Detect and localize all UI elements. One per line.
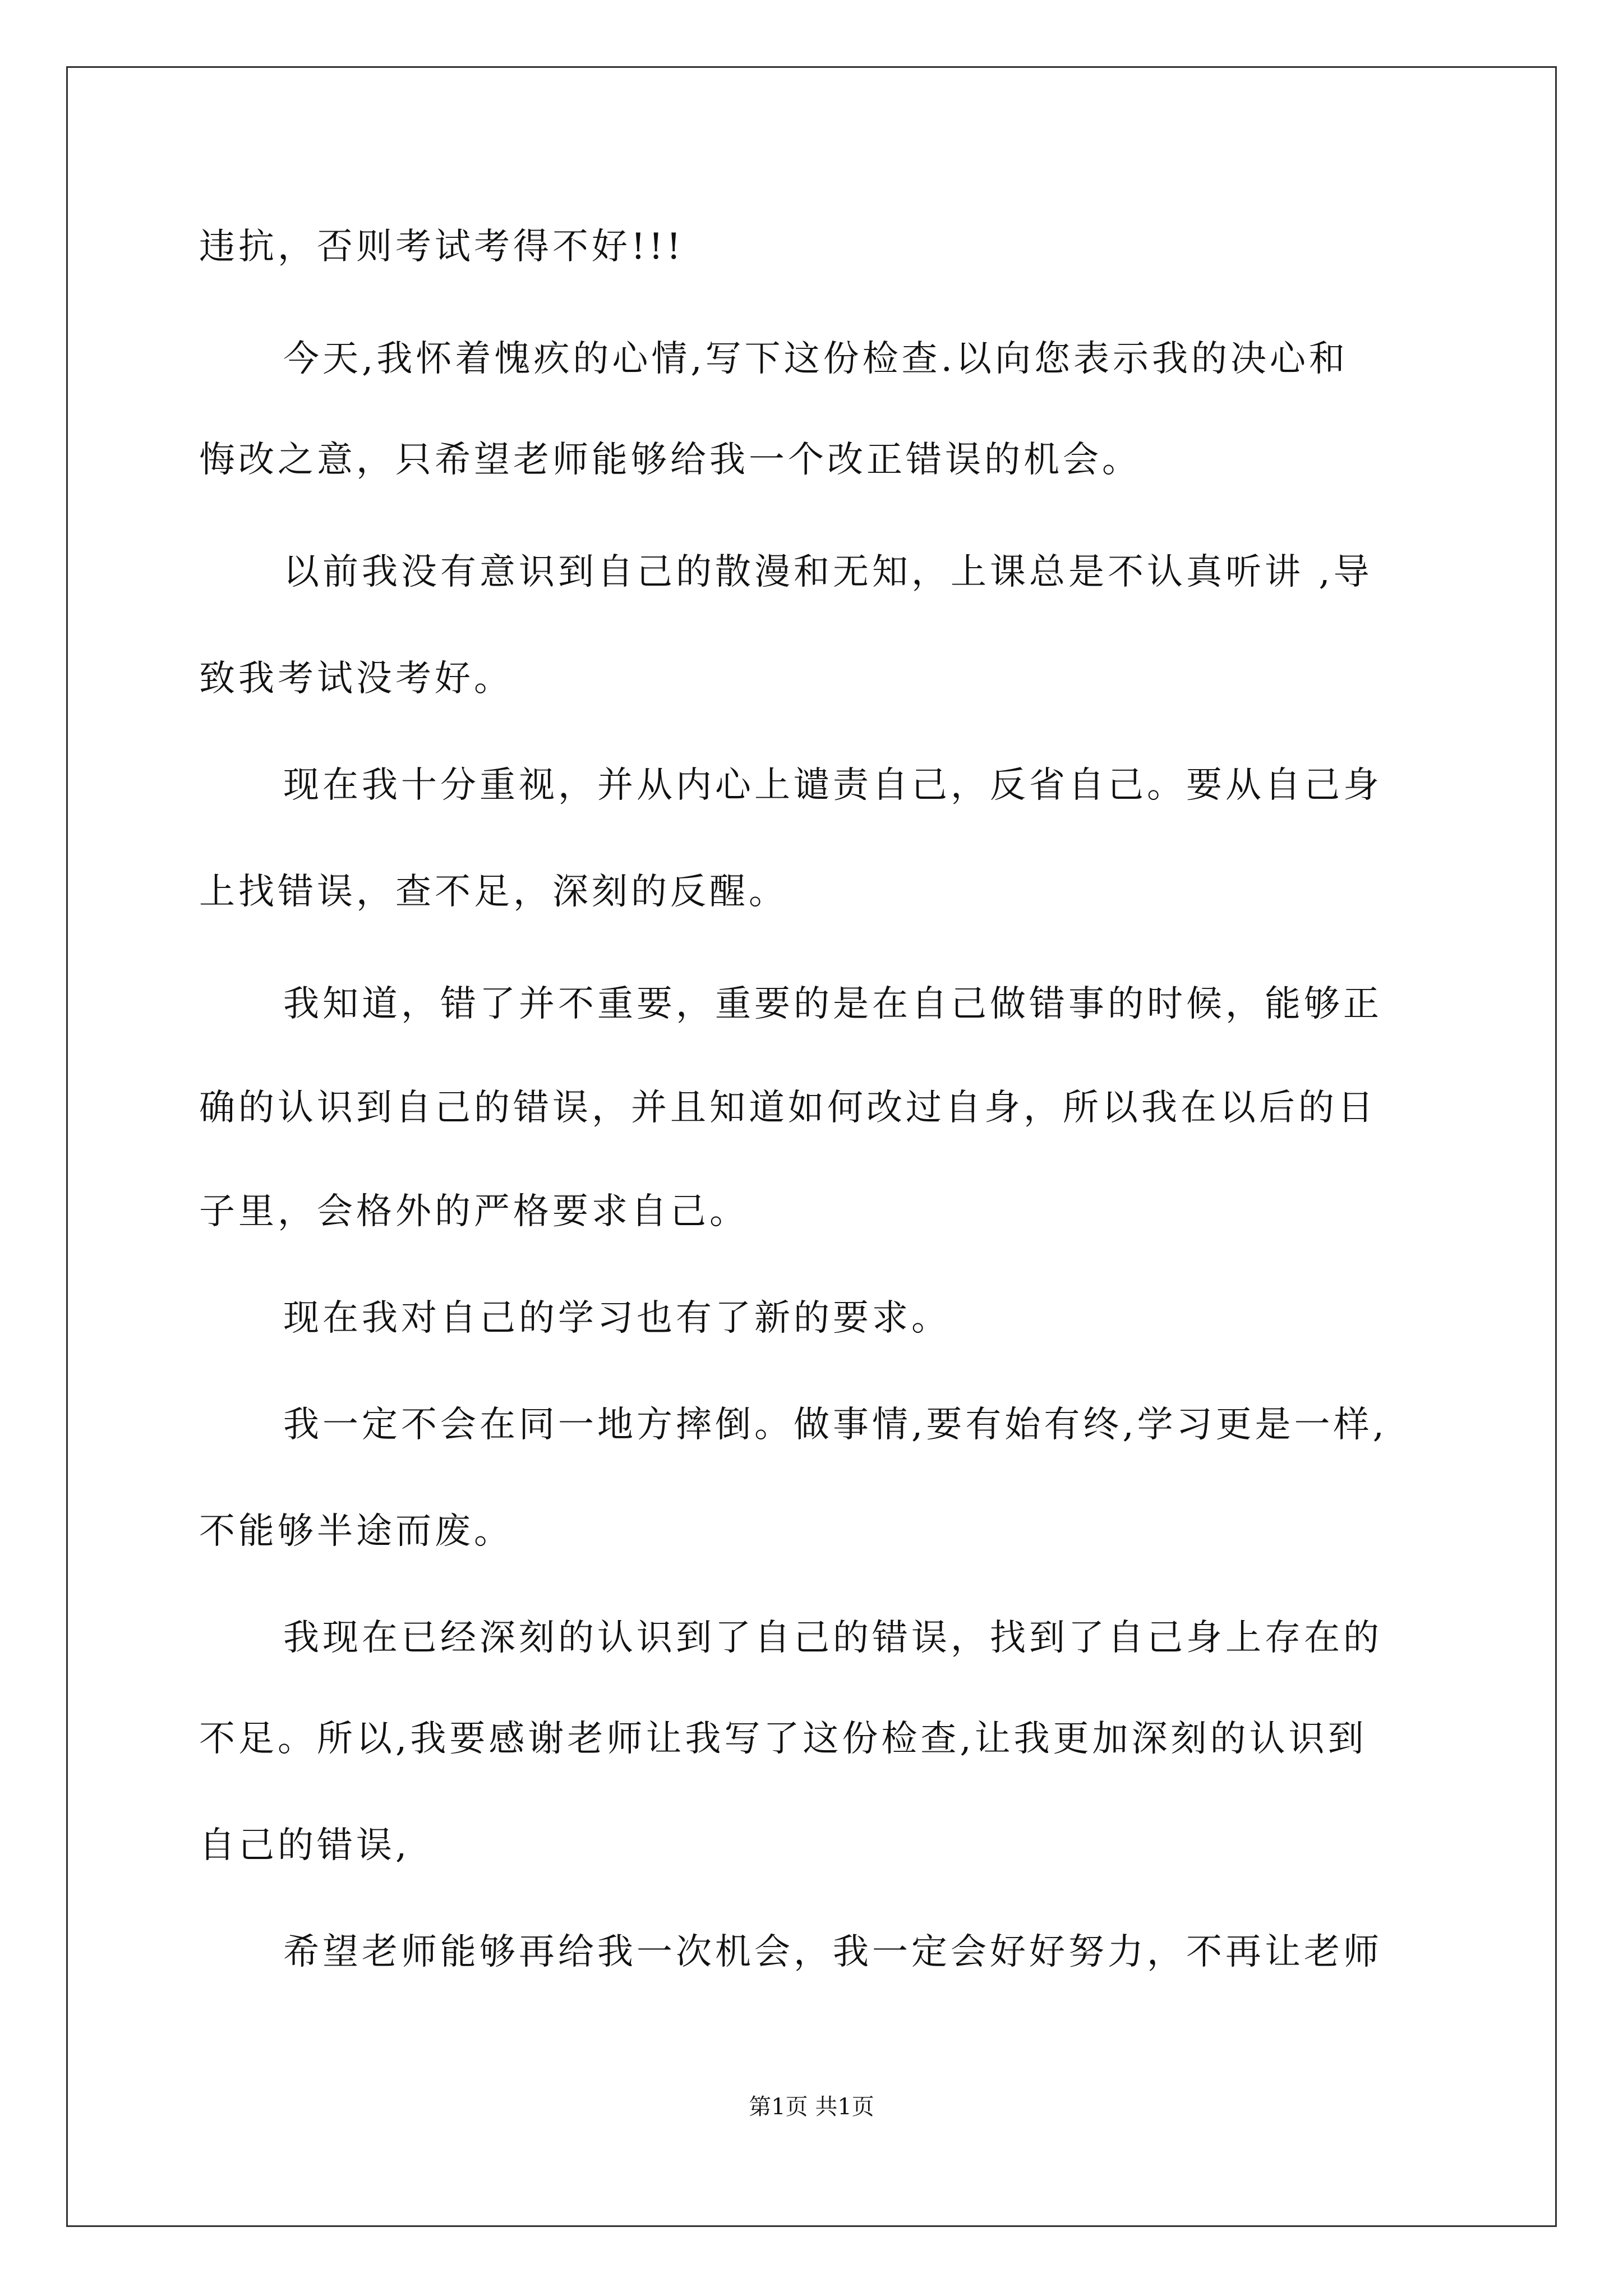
- text-line: 我一定不会在同一地方摔倒。做事情,要有始有终,学习更是一样,: [283, 1404, 1388, 1446]
- text-line: 悔改之意，只希望老师能够给我一个改正错误的机会。: [199, 439, 1141, 481]
- text-line: 现在我十分重视，并从内心上谴责自己，反省自己。要从自己身: [283, 765, 1382, 806]
- text-line: 不能够半途而废。: [199, 1511, 513, 1552]
- page-border: [66, 66, 1557, 2227]
- text-line: 致我考试没考好。: [199, 658, 513, 700]
- text-line: 希望老师能够再给我一次机会，我一定会好好努力，不再让老师: [283, 1931, 1382, 1973]
- text-line: 我现在已经深刻的认识到了自己的错误，找到了自己身上存在的: [283, 1617, 1382, 1659]
- text-line: 自己的错误,: [199, 1825, 411, 1866]
- text-line: 违抗，否则考试考得不好!!!: [199, 226, 685, 268]
- text-line: 以前我没有意识到自己的散漫和无知，上课总是不认真听讲 ,导: [283, 551, 1373, 593]
- text-line: 不足。所以,我要感谢老师让我写了这份检查,让我更加深刻的认识到: [199, 1718, 1367, 1760]
- page-footer: 第1页 共1页: [749, 2094, 874, 2120]
- text-line: 我知道，错了并不重要，重要的是在自己做错事的时候，能够正: [283, 983, 1382, 1025]
- text-line: 上找错误，查不足，深刻的反醒。: [199, 871, 788, 913]
- text-line: 今天,我怀着愧疚的心情,写下这份检查.以向您表示我的决心和: [283, 338, 1349, 380]
- text-line: 确的认识到自己的错误，并且知道如何改过自身，所以我在以后的日: [199, 1087, 1377, 1129]
- text-line: 现在我对自己的学习也有了新的要求。: [283, 1297, 951, 1339]
- text-line: 子里，会格外的严格要求自己。: [199, 1191, 749, 1232]
